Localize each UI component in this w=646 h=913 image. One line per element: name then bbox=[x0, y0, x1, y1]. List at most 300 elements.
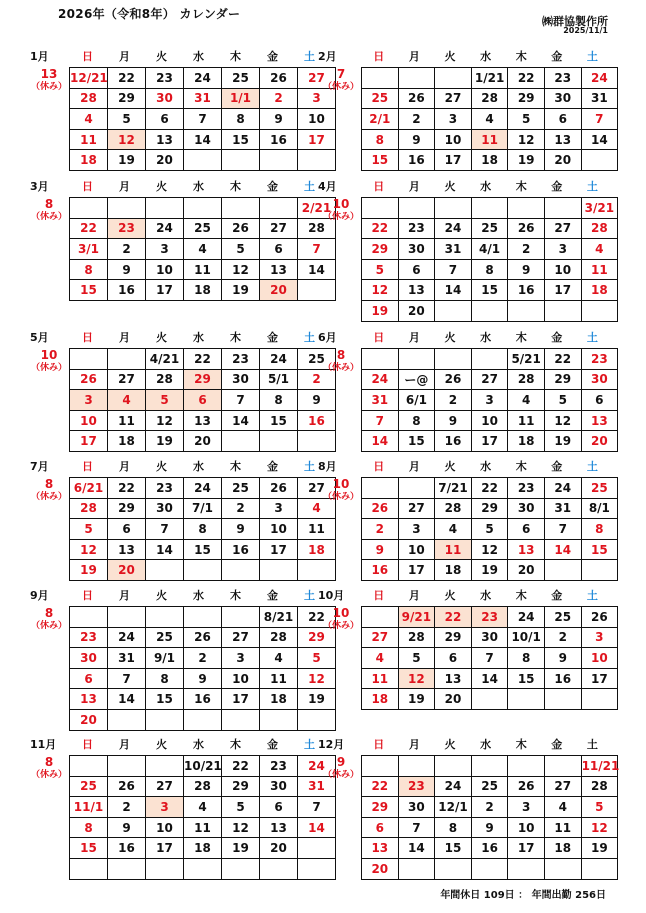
empty-cell bbox=[70, 858, 108, 879]
day-cell: 7 bbox=[435, 259, 472, 280]
empty-cell bbox=[222, 150, 260, 171]
day-cell: 19 bbox=[298, 689, 336, 710]
day-cell: 15 bbox=[471, 280, 508, 301]
day-cell: 18 bbox=[581, 280, 618, 301]
empty-cell bbox=[471, 689, 508, 710]
day-cell: 9 bbox=[260, 109, 298, 130]
day-cell: 18 bbox=[362, 689, 399, 710]
month-grid bbox=[361, 477, 618, 581]
weekday-header: 金 bbox=[267, 589, 278, 602]
week-row bbox=[70, 797, 336, 818]
week-row bbox=[70, 648, 336, 669]
weekday-header: 金 bbox=[267, 50, 278, 63]
day-cell: 19 bbox=[108, 150, 146, 171]
issue-date: 2025/11/1 bbox=[563, 26, 608, 35]
empty-cell bbox=[222, 560, 260, 581]
day-cell: 9 bbox=[184, 668, 222, 689]
day-cell: 20 bbox=[260, 280, 298, 301]
day-cell: 11 bbox=[260, 668, 298, 689]
day-cell: 26 bbox=[260, 478, 298, 499]
week-row bbox=[70, 539, 336, 560]
day-cell: 6 bbox=[581, 390, 618, 411]
day-cell: 24 bbox=[108, 627, 146, 648]
empty-cell bbox=[362, 68, 399, 89]
day-cell: 14 bbox=[398, 838, 435, 859]
weekday-header: 木 bbox=[230, 50, 241, 63]
day-cell: 20 bbox=[508, 560, 545, 581]
month-label: 10月 bbox=[318, 589, 345, 602]
weekday-header: 月 bbox=[408, 589, 420, 602]
day-cell: 14 bbox=[184, 129, 222, 150]
holiday-count-value: 10 bbox=[332, 197, 350, 211]
week-row bbox=[362, 797, 618, 818]
day-cell: 13 bbox=[581, 410, 618, 431]
empty-cell bbox=[184, 709, 222, 730]
week-row bbox=[362, 109, 618, 130]
weekday-header: 月 bbox=[408, 738, 420, 751]
day-cell: 7 bbox=[398, 817, 435, 838]
month-grid bbox=[361, 348, 618, 452]
week-row bbox=[362, 858, 618, 879]
day-cell: 10 bbox=[435, 129, 472, 150]
weekday-header: 土 bbox=[304, 589, 315, 602]
day-cell: 6 bbox=[435, 648, 472, 669]
day-cell: 26 bbox=[398, 88, 435, 109]
day-cell: 19 bbox=[581, 838, 618, 859]
day-cell: 2 bbox=[398, 109, 435, 130]
month-label: 4月 bbox=[318, 180, 337, 193]
month-label: 8月 bbox=[318, 460, 337, 473]
day-cell: 20 bbox=[544, 150, 581, 171]
month-label: 11月 bbox=[30, 738, 57, 751]
day-cell: 3 bbox=[581, 627, 618, 648]
day-cell: 18 bbox=[471, 150, 508, 171]
day-cell: 14 bbox=[222, 410, 260, 431]
weekday-header: 水 bbox=[480, 180, 492, 193]
day-cell: 4 bbox=[508, 390, 545, 411]
empty-cell bbox=[398, 478, 435, 499]
day-cell: 9/21 bbox=[398, 607, 435, 628]
day-cell: 6 bbox=[508, 519, 545, 540]
day-cell: 2 bbox=[544, 627, 581, 648]
day-cell: 7 bbox=[222, 390, 260, 411]
day-cell: 12 bbox=[222, 259, 260, 280]
day-cell: 7 bbox=[184, 109, 222, 130]
holiday-count-value: 10 bbox=[332, 606, 350, 620]
day-cell: 3 bbox=[298, 88, 336, 109]
weekday-header: 火 bbox=[156, 738, 167, 751]
day-cell: 6 bbox=[260, 797, 298, 818]
day-cell: 17 bbox=[146, 838, 184, 859]
day-cell: 23 bbox=[260, 756, 298, 777]
day-cell: 30 bbox=[70, 648, 108, 669]
day-cell: 2 bbox=[108, 239, 146, 260]
empty-cell bbox=[581, 858, 618, 879]
week-row bbox=[362, 627, 618, 648]
day-cell: 20 bbox=[108, 560, 146, 581]
month-grid bbox=[361, 606, 618, 710]
day-cell: 9 bbox=[298, 390, 336, 411]
weekday-header: 木 bbox=[515, 460, 527, 473]
day-cell: 3 bbox=[260, 498, 298, 519]
holiday-count-value: 10 bbox=[40, 348, 58, 362]
holiday-count bbox=[318, 755, 364, 781]
week-row bbox=[362, 498, 618, 519]
day-cell: 9 bbox=[435, 410, 472, 431]
day-cell: 29 bbox=[108, 498, 146, 519]
day-cell: 2 bbox=[108, 797, 146, 818]
day-cell: 16 bbox=[184, 689, 222, 710]
weekday-header: 火 bbox=[156, 589, 167, 602]
empty-cell bbox=[471, 198, 508, 219]
day-cell: 19 bbox=[222, 838, 260, 859]
day-cell: 5/1 bbox=[260, 369, 298, 390]
day-cell: 28 bbox=[508, 369, 545, 390]
day-cell: 9 bbox=[398, 129, 435, 150]
empty-cell bbox=[544, 756, 581, 777]
week-row bbox=[70, 560, 336, 581]
day-cell: 16 bbox=[108, 838, 146, 859]
day-cell: 13 bbox=[362, 838, 399, 859]
day-cell: 25 bbox=[581, 478, 618, 499]
weekday-header: 日 bbox=[373, 460, 385, 473]
day-cell: 11 bbox=[298, 519, 336, 540]
empty-cell bbox=[508, 198, 545, 219]
day-cell: 14 bbox=[298, 817, 336, 838]
day-cell: 7 bbox=[581, 109, 618, 130]
day-cell: 15 bbox=[508, 668, 545, 689]
day-cell: 25 bbox=[544, 607, 581, 628]
day-cell: 13 bbox=[146, 129, 184, 150]
day-cell: 22 bbox=[70, 218, 108, 239]
day-cell: 12 bbox=[222, 817, 260, 838]
day-cell: 19 bbox=[362, 300, 399, 321]
empty-cell bbox=[435, 349, 472, 370]
day-cell: 5 bbox=[581, 797, 618, 818]
week-row bbox=[362, 560, 618, 581]
empty-cell bbox=[184, 858, 222, 879]
day-cell: 6 bbox=[184, 390, 222, 411]
day-cell: 2 bbox=[362, 519, 399, 540]
week-row bbox=[362, 349, 618, 370]
weekday-header: 月 bbox=[119, 331, 130, 344]
day-cell: 28 bbox=[70, 88, 108, 109]
empty-cell bbox=[544, 560, 581, 581]
day-cell: 14 bbox=[471, 668, 508, 689]
day-cell: 4 bbox=[298, 498, 336, 519]
day-cell: 8 bbox=[508, 648, 545, 669]
day-cell: 12 bbox=[146, 410, 184, 431]
day-cell: 28 bbox=[398, 627, 435, 648]
day-cell: 5/21 bbox=[508, 349, 545, 370]
day-cell: 5 bbox=[544, 390, 581, 411]
empty-cell bbox=[362, 198, 399, 219]
empty-cell bbox=[508, 689, 545, 710]
day-cell: 8 bbox=[70, 817, 108, 838]
day-cell: 13 bbox=[544, 129, 581, 150]
week-row bbox=[70, 129, 336, 150]
day-cell: 27 bbox=[146, 776, 184, 797]
weekday-header: 日 bbox=[373, 738, 385, 751]
day-cell: 16 bbox=[260, 129, 298, 150]
day-cell: 2 bbox=[471, 797, 508, 818]
day-cell: 8 bbox=[581, 519, 618, 540]
day-cell: 18 bbox=[298, 539, 336, 560]
weekday-header: 土 bbox=[304, 331, 315, 344]
day-cell: 4 bbox=[362, 648, 399, 669]
day-cell: 30 bbox=[146, 88, 184, 109]
day-cell: 3 bbox=[508, 797, 545, 818]
empty-cell bbox=[108, 709, 146, 730]
day-cell: 3 bbox=[544, 239, 581, 260]
empty-cell bbox=[146, 858, 184, 879]
day-cell: 23 bbox=[581, 349, 618, 370]
empty-cell bbox=[260, 150, 298, 171]
holiday-suffix: （休み） bbox=[30, 492, 67, 502]
week-row bbox=[362, 668, 618, 689]
holiday-count-value: 8 bbox=[44, 197, 54, 211]
empty-cell bbox=[184, 150, 222, 171]
weekday-header: 木 bbox=[515, 738, 527, 751]
day-cell: 15 bbox=[435, 838, 472, 859]
month-label: 12月 bbox=[318, 738, 345, 751]
week-row bbox=[70, 68, 336, 89]
day-cell: 11 bbox=[70, 129, 108, 150]
empty-cell bbox=[435, 756, 472, 777]
empty-cell bbox=[298, 709, 336, 730]
week-row bbox=[70, 239, 336, 260]
day-cell: 22 bbox=[108, 68, 146, 89]
day-cell: 12 bbox=[398, 668, 435, 689]
day-cell: 18 bbox=[508, 431, 545, 452]
month-grid bbox=[361, 67, 618, 171]
day-cell: 29 bbox=[435, 627, 472, 648]
day-cell: 27 bbox=[471, 369, 508, 390]
day-cell: 27 bbox=[398, 498, 435, 519]
weekday-header: 火 bbox=[156, 460, 167, 473]
week-row bbox=[70, 259, 336, 280]
empty-cell bbox=[108, 858, 146, 879]
holiday-count-value: 7 bbox=[336, 67, 346, 81]
day-cell: 3 bbox=[471, 390, 508, 411]
week-row bbox=[362, 239, 618, 260]
day-cell: 25 bbox=[70, 776, 108, 797]
day-cell: 8 bbox=[70, 259, 108, 280]
empty-cell bbox=[222, 198, 260, 219]
weekday-header: 土 bbox=[304, 460, 315, 473]
day-cell: 27 bbox=[222, 627, 260, 648]
day-cell: 16 bbox=[298, 410, 336, 431]
day-cell: 7 bbox=[108, 668, 146, 689]
day-cell: 26 bbox=[362, 498, 399, 519]
day-cell: 11 bbox=[184, 817, 222, 838]
day-cell: 4 bbox=[70, 109, 108, 130]
weekday-header: 金 bbox=[267, 180, 278, 193]
day-cell: 22 bbox=[184, 349, 222, 370]
day-cell: 12/1 bbox=[435, 797, 472, 818]
day-cell: 31 bbox=[581, 88, 618, 109]
day-cell: 27 bbox=[260, 218, 298, 239]
empty-cell bbox=[260, 858, 298, 879]
empty-cell bbox=[146, 607, 184, 628]
week-row bbox=[362, 88, 618, 109]
day-cell: 25 bbox=[184, 218, 222, 239]
day-cell: 16 bbox=[471, 838, 508, 859]
empty-cell bbox=[435, 300, 472, 321]
holiday-count bbox=[26, 67, 72, 93]
weekday-header: 水 bbox=[480, 460, 492, 473]
annual-summary: 年間休日 109日 ： 年間出勤 256日 bbox=[440, 890, 606, 901]
day-cell: 8 bbox=[362, 129, 399, 150]
day-cell: 27 bbox=[108, 369, 146, 390]
day-cell: 30 bbox=[260, 776, 298, 797]
weekday-header: 水 bbox=[480, 50, 492, 63]
day-cell: 19 bbox=[544, 431, 581, 452]
day-cell: 1/1 bbox=[222, 88, 260, 109]
day-cell: 16 bbox=[435, 431, 472, 452]
weekday-header: 木 bbox=[230, 460, 241, 473]
day-cell: 19 bbox=[222, 280, 260, 301]
day-cell: 22 bbox=[471, 478, 508, 499]
day-cell: 24 bbox=[435, 776, 472, 797]
month-grid bbox=[69, 755, 336, 880]
day-cell: 5 bbox=[508, 109, 545, 130]
day-cell: 11 bbox=[362, 668, 399, 689]
week-row bbox=[362, 369, 618, 390]
day-cell: 31 bbox=[435, 239, 472, 260]
week-row bbox=[70, 369, 336, 390]
weekday-header: 土 bbox=[304, 738, 315, 751]
day-cell: 11 bbox=[471, 129, 508, 150]
day-cell: 25 bbox=[222, 68, 260, 89]
day-cell: 11 bbox=[544, 817, 581, 838]
week-row bbox=[70, 88, 336, 109]
month-grid bbox=[69, 197, 336, 301]
day-cell: 2 bbox=[260, 88, 298, 109]
weekday-header: 水 bbox=[193, 50, 204, 63]
day-cell: 24 bbox=[581, 68, 618, 89]
day-cell: 16 bbox=[398, 150, 435, 171]
day-cell: 11 bbox=[435, 539, 472, 560]
holiday-suffix: （休み） bbox=[322, 770, 359, 780]
day-cell: 2/1 bbox=[362, 109, 399, 130]
empty-cell bbox=[108, 349, 146, 370]
day-cell: 8 bbox=[146, 668, 184, 689]
day-cell: 6/21 bbox=[70, 478, 108, 499]
day-cell: 10 bbox=[146, 817, 184, 838]
month-grid bbox=[69, 67, 336, 171]
week-row bbox=[70, 627, 336, 648]
week-row bbox=[70, 776, 336, 797]
day-cell: 4 bbox=[581, 239, 618, 260]
empty-cell bbox=[435, 68, 472, 89]
month-label: 6月 bbox=[318, 331, 337, 344]
day-cell: 15 bbox=[581, 539, 618, 560]
day-cell: 7 bbox=[362, 410, 399, 431]
month-label: 9月 bbox=[30, 589, 49, 602]
empty-cell bbox=[362, 607, 399, 628]
day-cell: 20 bbox=[581, 431, 618, 452]
day-cell: 30 bbox=[146, 498, 184, 519]
day-cell: 16 bbox=[362, 560, 399, 581]
month-label: 5月 bbox=[30, 331, 49, 344]
day-cell: 14 bbox=[362, 431, 399, 452]
weekday-header: 日 bbox=[82, 738, 93, 751]
day-cell: 25 bbox=[298, 349, 336, 370]
empty-cell bbox=[362, 478, 399, 499]
day-cell: 22 bbox=[544, 349, 581, 370]
day-cell: 24 bbox=[298, 756, 336, 777]
empty-cell bbox=[70, 198, 108, 219]
day-cell: 30 bbox=[222, 369, 260, 390]
day-cell: 9 bbox=[471, 817, 508, 838]
week-row bbox=[362, 478, 618, 499]
weekday-header: 金 bbox=[267, 738, 278, 751]
day-cell: 19 bbox=[146, 431, 184, 452]
day-cell: 26 bbox=[70, 369, 108, 390]
day-cell: 25 bbox=[471, 776, 508, 797]
weekday-header: 火 bbox=[444, 738, 456, 751]
day-cell: 9/1 bbox=[146, 648, 184, 669]
day-cell: 11 bbox=[108, 410, 146, 431]
holiday-count bbox=[26, 755, 72, 781]
day-cell: 15 bbox=[146, 689, 184, 710]
month-label: 7月 bbox=[30, 460, 49, 473]
day-cell: 20 bbox=[260, 838, 298, 859]
day-cell: 24 bbox=[435, 218, 472, 239]
week-row bbox=[362, 838, 618, 859]
day-cell: 13 bbox=[184, 410, 222, 431]
holiday-count bbox=[318, 348, 364, 374]
day-cell: 24 bbox=[184, 68, 222, 89]
day-cell: 26 bbox=[260, 68, 298, 89]
weekday-header: 木 bbox=[230, 331, 241, 344]
day-cell: 4 bbox=[435, 519, 472, 540]
weekday-header: 木 bbox=[515, 180, 527, 193]
day-cell: 26 bbox=[435, 369, 472, 390]
day-cell: 4 bbox=[544, 797, 581, 818]
weekday-header: 月 bbox=[408, 50, 420, 63]
day-cell: 27 bbox=[435, 88, 472, 109]
weekday-header: 日 bbox=[373, 180, 385, 193]
week-row bbox=[70, 390, 336, 411]
day-cell: 25 bbox=[362, 88, 399, 109]
day-cell: 5 bbox=[222, 239, 260, 260]
day-cell: 28 bbox=[581, 776, 618, 797]
day-cell: 18 bbox=[70, 150, 108, 171]
holiday-count bbox=[26, 197, 72, 223]
empty-cell bbox=[581, 150, 618, 171]
day-cell: 17 bbox=[581, 668, 618, 689]
day-cell: 22 bbox=[435, 607, 472, 628]
week-row bbox=[70, 817, 336, 838]
day-cell: 29 bbox=[108, 88, 146, 109]
week-row bbox=[362, 648, 618, 669]
empty-cell bbox=[146, 560, 184, 581]
day-cell: 14 bbox=[435, 280, 472, 301]
holiday-suffix: （休み） bbox=[322, 212, 359, 222]
day-cell: 20 bbox=[362, 858, 399, 879]
day-cell: 27 bbox=[298, 478, 336, 499]
day-cell: 13 bbox=[435, 668, 472, 689]
weekday-header: 月 bbox=[119, 738, 130, 751]
empty-cell bbox=[260, 709, 298, 730]
empty-cell bbox=[581, 560, 618, 581]
week-row bbox=[70, 668, 336, 689]
day-cell: 7 bbox=[298, 797, 336, 818]
day-cell: 24 bbox=[184, 478, 222, 499]
weekday-header: 木 bbox=[230, 738, 241, 751]
